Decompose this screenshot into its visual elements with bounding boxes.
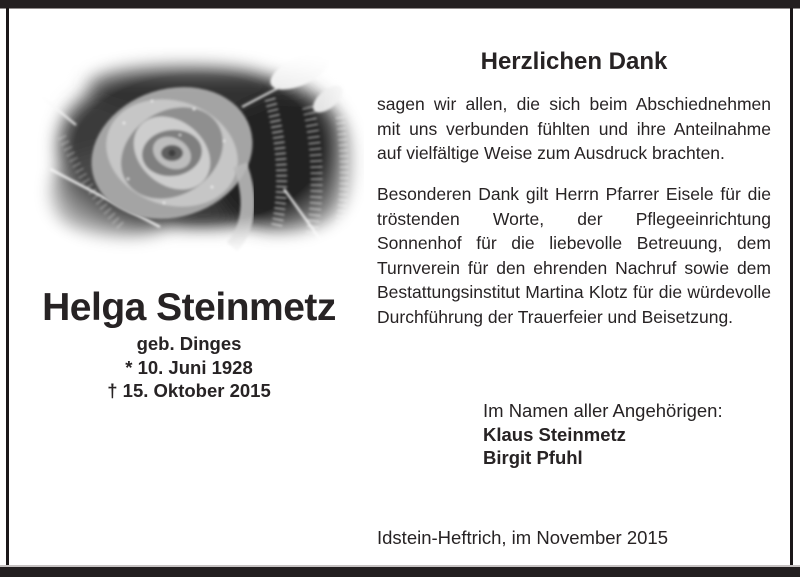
closing-block [483,399,723,470]
signer-name-2: Birgit Pfuhl [483,447,583,468]
rose-photo-art [32,47,364,259]
top-scan-edge [0,0,800,9]
dateline: Idstein-Heftrich, im November 2015 [377,527,668,548]
thanks-title: Herzlichen Dank [480,48,668,75]
deceased-name: Helga Steinmetz [42,286,336,329]
card-border-left [6,8,9,565]
paragraph-special-thanks: Besonderen Dank gilt Herrn Pfarrer Eisele für die tröstenden Worte, der Pflegeeinrichtung Sonnenhof für die liebevolle Betreuung, dem Turnverein für den ehrenden Nachruf sowie dem Bestattungsinstitut Martina Klotz für die würdevolle Durchführung der Trauerfeier und Beisetzung. [377,184,771,327]
paragraph-general-thanks: sagen wir allen, die sich beim Abschiednehmen mit uns verbunden fühlten und ihre Anteilnahme auf vielfältige Weise zum Ausdruck brachten. [377,94,771,163]
closing-lead: Im Namen aller Angehörigen: [483,400,723,421]
deceased-block [8,288,370,403]
birth-date: * 10. Juni 1928 [125,356,253,378]
rose-photo [32,47,364,259]
card-border-right [790,8,793,565]
signer-name-1: Klaus Steinmetz [483,423,626,445]
maiden-name: geb. Dinges [136,333,242,354]
death-date: † 15. Oktober 2015 [107,380,271,401]
bottom-scan-edge [0,565,800,577]
